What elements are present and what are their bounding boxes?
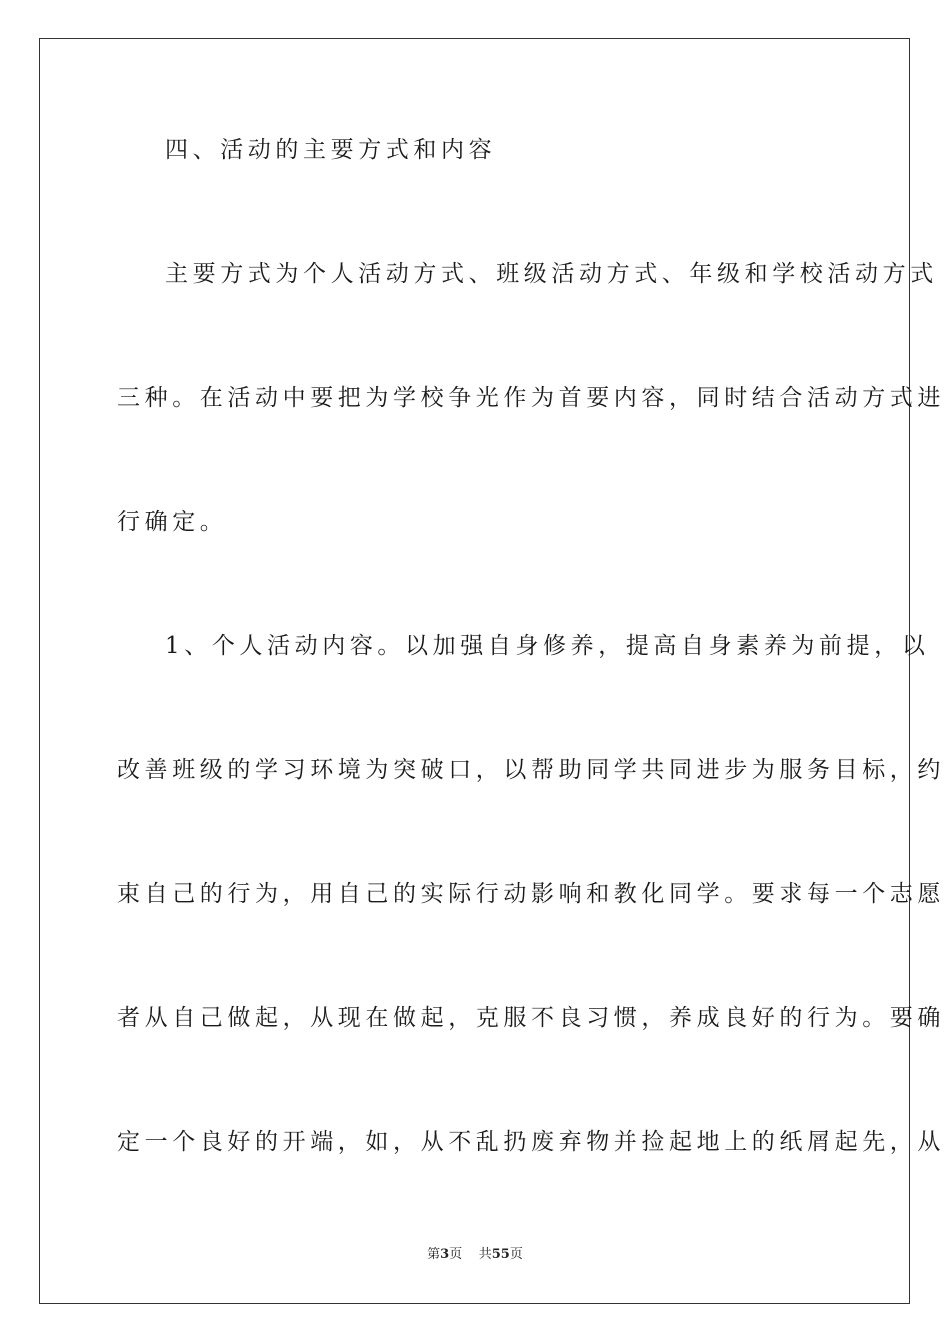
paragraph-line: 束自己的行为，用自己的实际行动影响和教化同学。要求每一个志愿: [117, 881, 945, 907]
page-border: [39, 38, 945, 1304]
paragraph-line: 三种。在活动中要把为学校争光作为首要内容，同时结合活动方式进: [117, 385, 945, 411]
paragraph-line: 者从自己做起，从现在做起，克服不良习惯，养成良好的行为。要确: [117, 1005, 945, 1031]
page-prefix: 第: [427, 1247, 441, 1262]
section-heading: 四、活动的主要方式和内容: [165, 137, 497, 163]
paragraph-line: 行确定。: [117, 509, 228, 535]
paragraph-line: 主要方式为个人活动方式、班级活动方式、年级和学校活动方式: [165, 261, 938, 287]
total-prefix: 共: [478, 1247, 492, 1262]
page-footer: [0, 1246, 950, 1264]
total-suffix: 页: [509, 1247, 523, 1262]
paragraph-line: 定一个良好的开端，如，从不乱扔废弃物并捡起地上的纸屑起先，从: [117, 1129, 945, 1155]
total-pages: 55: [491, 1247, 510, 1262]
page-number: 3: [440, 1247, 450, 1262]
page-suffix: 页: [449, 1247, 463, 1262]
paragraph-line: 1、个人活动内容。以加强自身修养，提高自身素养为前提，以: [165, 633, 930, 659]
paragraph-line: 改善班级的学习环境为突破口，以帮助同学共同进步为服务目标，约: [117, 757, 945, 783]
